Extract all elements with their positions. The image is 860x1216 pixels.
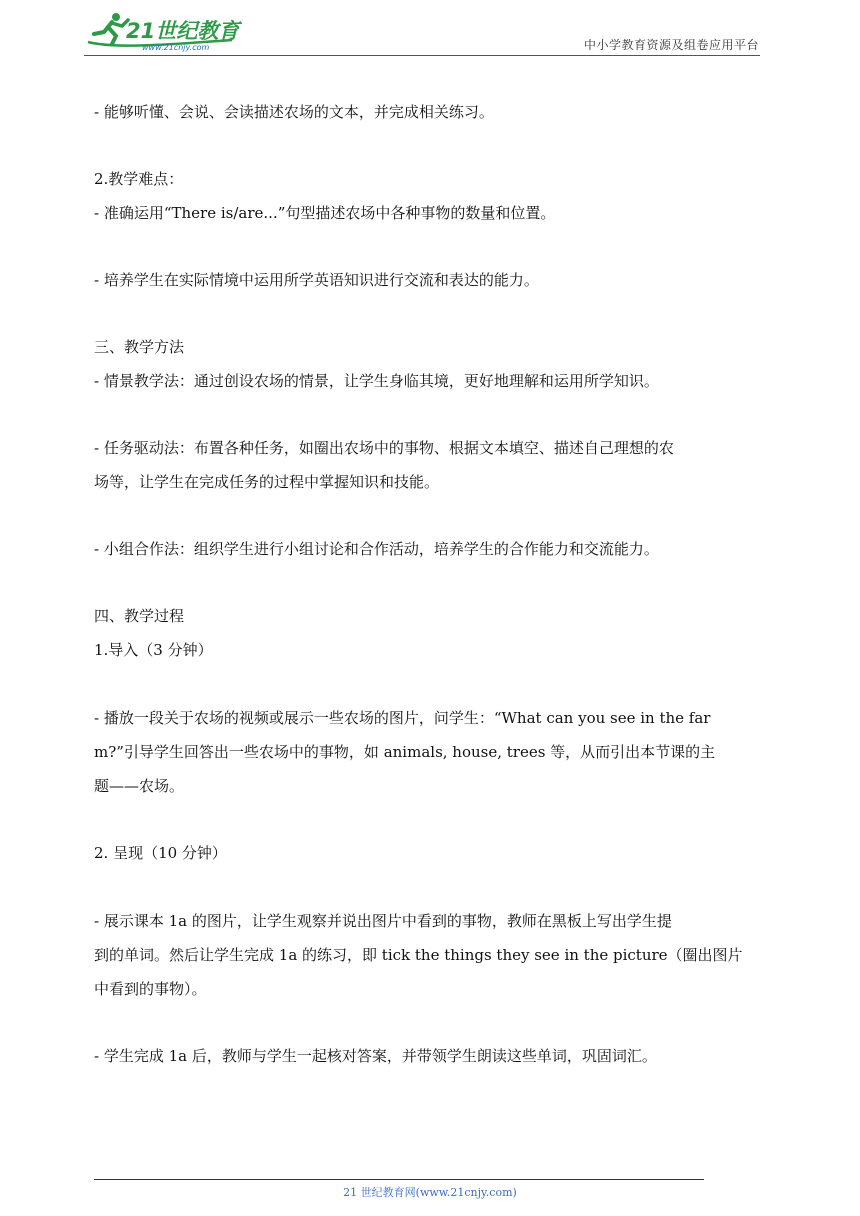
body-line: 场等，让学生在完成任务的过程中掌握知识和技能。 xyxy=(94,473,440,491)
body-line: - 培养学生在实际情境中运用所学英语知识进行交流和表达的能力。 xyxy=(94,271,539,289)
footer-link[interactable]: 21 世纪教育网(www.21cnjy.com) xyxy=(343,1186,517,1199)
body-line: - 展示课本 1a 的图片，让学生观察并说出图片中看到的事物，教师在黑板上写出学生提 xyxy=(94,912,672,930)
section-subheading: 1.导入（3 分钟） xyxy=(94,641,213,659)
body-line: - 能够听懂、会说、会读描述农场的文本，并完成相关练习。 xyxy=(94,103,494,121)
section-subheading: 2.教学难点： xyxy=(94,170,184,188)
body-line: 到的单词。然后让学生完成 1a 的练习，即 tick the things they see in the picture（圈出图片 xyxy=(94,946,743,964)
site-logo[interactable] xyxy=(82,10,252,54)
body-line: - 任务驱动法：布置各种任务，如圈出农场中的事物、根据文本填空、描述自己理想的农 xyxy=(94,439,674,457)
body-line: - 小组合作法：组织学生进行小组讨论和合作活动，培养学生的合作能力和交流能力。 xyxy=(94,540,659,558)
section-heading: 四、教学过程 xyxy=(94,607,185,625)
logo-wordmark: 21世纪教育 xyxy=(126,19,240,43)
body-line: 中看到的事物）。 xyxy=(94,980,207,998)
header-divider xyxy=(84,55,760,56)
body-line: - 情景教学法：通过创设农场的情景，让学生身临其境，更好地理解和运用所学知识。 xyxy=(94,372,659,390)
body-line: m?”引导学生回答出一些农场中的事物，如 animals, house, trees 等，从而引出本节课的主 xyxy=(94,743,716,761)
page-header xyxy=(0,0,860,60)
body-line: - 学生完成 1a 后，教师与学生一起核对答案，并带领学生朗读这些单词，巩固词汇。 xyxy=(94,1047,657,1065)
body-line: - 播放一段关于农场的视频或展示一些农场的图片，问学生：“What can you see in the far xyxy=(94,709,711,727)
section-subheading: 2. 呈现（10 分钟） xyxy=(94,844,227,862)
site-tagline: 中小学教育资源及组卷应用平台 xyxy=(583,38,759,52)
body-line: - 准确运用“There is/are...”句型描述农场中各种事物的数量和位置。 xyxy=(94,204,556,222)
section-heading: 三、教学方法 xyxy=(94,338,185,356)
logo-url: www.21cnjy.com xyxy=(142,43,210,52)
body-line: 题——农场。 xyxy=(94,777,185,795)
runner-logo-icon xyxy=(82,10,252,54)
footer-divider xyxy=(94,1179,704,1180)
